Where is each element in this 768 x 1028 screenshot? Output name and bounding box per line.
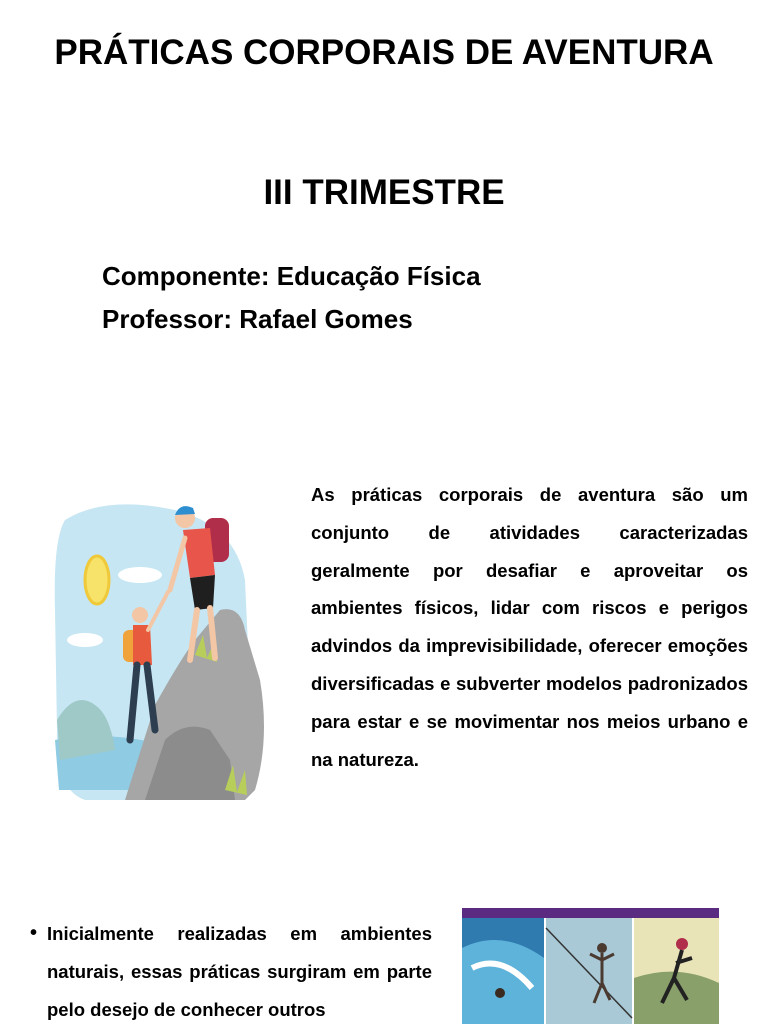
photo-slackline (546, 918, 632, 1024)
bullet-text: Inicialmente realizadas em ambientes naturais, essas práticas surgiram em parte pelo desejo de conhecer outros (47, 923, 432, 1020)
climber-cap (175, 506, 195, 515)
bullet-marker: • (30, 922, 38, 944)
climbing-illustration (45, 490, 275, 810)
climber-head (132, 607, 148, 623)
adventure-photo-collage (462, 908, 719, 1024)
page-subtitle: III TRIMESTRE (263, 173, 505, 212)
photo-band (462, 908, 719, 918)
sun-shape (85, 556, 109, 604)
intro-paragraph: As práticas corporais de aventura são um conjunto de atividades caracterizadas geralmente por desafiar e aproveitar os ambientes físicos, lidar com riscos e perigos advindos da imprevisibilidade, oferecer emoções diversificadas e subverter modelos padronizados para estar e se movimentar nos meios urbano e na natureza. (311, 484, 748, 770)
component-line: Componente: Educação Física (102, 261, 481, 291)
cloud-shape (118, 567, 162, 583)
bullet-list-item (30, 915, 432, 1028)
page-title: PRÁTICAS CORPORAIS DE AVENTURA (54, 33, 714, 72)
cloud-shape (67, 633, 103, 647)
professor-line: Professor: Rafael Gomes (102, 304, 413, 334)
